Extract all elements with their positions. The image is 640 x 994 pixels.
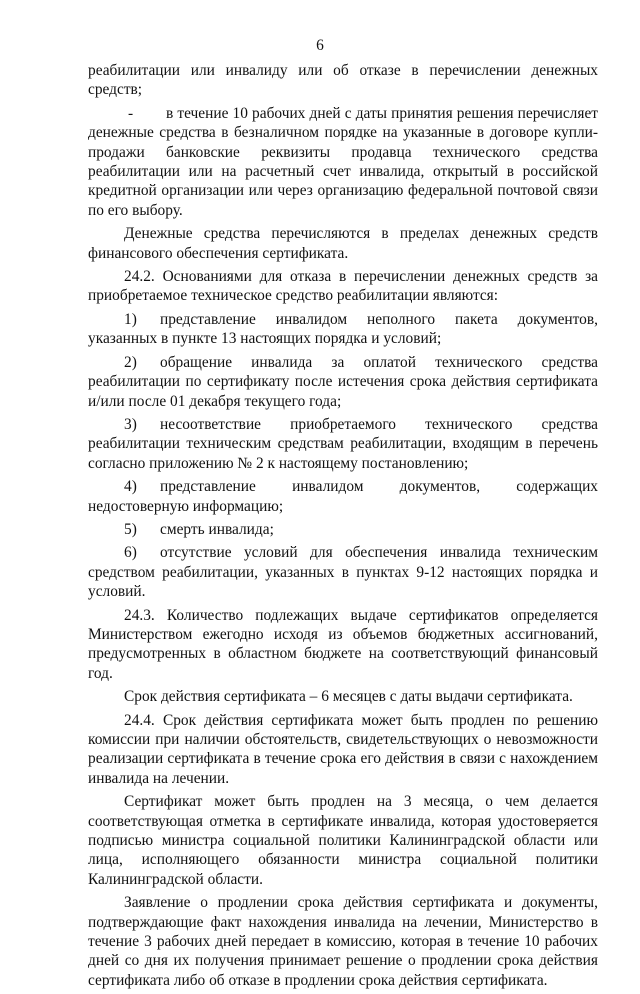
list-item-number: 6)	[124, 544, 137, 562]
paragraph: Срок действия сертификата – 6 месяцев с даты выдачи сертификата.	[124, 688, 573, 706]
bullet-dash: -	[128, 104, 134, 122]
paragraph: Сертификат может быть продлен на 3 месяца, о чем делается соответствующая отметка в сертификате инвалида, которая удостоверяется подписью министра социальной политики Калининградской области или лица, исполняющего обязанности министра социальной политики Калининградской области.	[88, 793, 598, 888]
list-item-text: представление инвалидом неполного пакета документов,	[160, 310, 598, 328]
list-item-continuation: указанных в пункте 13 настоящих порядка и условий;	[88, 330, 442, 348]
list-item-number: 5)	[124, 520, 137, 538]
paragraph-24-4: 24.4. Срок действия сертификата может быть продлен по решению комиссии при наличии обстоятельств, свидетельствующих о невозможности реализации сертификата в течение срока его действия в связи с нахождением инвалида на лечении.	[88, 711, 598, 787]
list-item-text: отсутствие условий для обеспечения инвалида техническим	[160, 544, 598, 562]
bullet-paragraph	[88, 104, 598, 220]
paragraph: Денежные средства перечисляются в пределах денежных средств финансового обеспечения сертификата.	[88, 225, 598, 262]
paragraph-24-2: 24.2. Основаниями для отказа в перечислении денежных средств за приобретаемое техническое средство реабилитации являются:	[88, 268, 598, 305]
list-item-text: смерть инвалида;	[160, 520, 274, 538]
list-item	[88, 415, 598, 473]
list-item	[88, 477, 598, 516]
paragraph: реабилитации или инвалиду или об отказе в перечислении денежных средств;	[88, 62, 598, 99]
paragraph-24-3: 24.3. Количество подлежащих выдаче сертификатов определяется Министерством ежегодно исходя из объемов бюджетных ассигнований, предусмотренных в областном бюджете на соответствующий финансовый год.	[88, 606, 598, 682]
paragraph: Заявление о продлении срока действия сертификата и документы, подтверждающие факт нахождения инвалида на лечении, Министерство в течение 3 рабочих дней передает в комиссию, которая в течение 10 рабочих дней со дня их получения принимает решение о продлении срока действия сертификата либо об отказе в продлении срока действия сертификата.	[88, 894, 598, 989]
bullet-text-start: в течение 10 рабочих дней с даты принятия решения перечисляет	[166, 104, 598, 122]
grounds-list	[88, 310, 598, 602]
list-item-number: 2)	[124, 353, 137, 371]
list-item-number: 3)	[124, 415, 137, 433]
document-body	[88, 61, 598, 994]
page-number: 6	[316, 37, 324, 54]
bullet-first-line	[88, 104, 598, 123]
list-item	[88, 520, 598, 539]
list-item-continuation: реабилитации по сертификату после истечения срока действия сертификата и/или после 01 декабря текущего года;	[88, 373, 598, 410]
list-item-continuation: реабилитации техническим средствам реабилитации, входящим в перечень согласно приложению № 2 к настоящему постановлению;	[88, 435, 598, 472]
list-item	[88, 353, 598, 411]
list-item-continuation: средством реабилитации, указанных в пунктах 9-12 настоящих порядка и условий.	[88, 563, 598, 601]
list-item-text: представление инвалидом документов, содержащих	[160, 478, 598, 496]
list-item	[88, 543, 598, 601]
list-item-continuation: недостоверную информацию;	[88, 497, 284, 515]
list-item-text: обращение инвалида за оплатой технического средства	[160, 353, 598, 371]
list-item-text: несоответствие приобретаемого технического средства	[160, 415, 598, 433]
list-item-number: 4)	[124, 478, 137, 496]
list-item	[88, 310, 598, 349]
bullet-text-rest: денежные средства в безналичном порядке на указанные в договоре купли-продажи банковские реквизиты продавца технического средства реабилитации или на расчетный счет инвалида, открытый в российской кредитной организации или через организацию федеральной почтовой связи по его выбору.	[88, 124, 598, 219]
list-item-number: 1)	[124, 310, 137, 328]
